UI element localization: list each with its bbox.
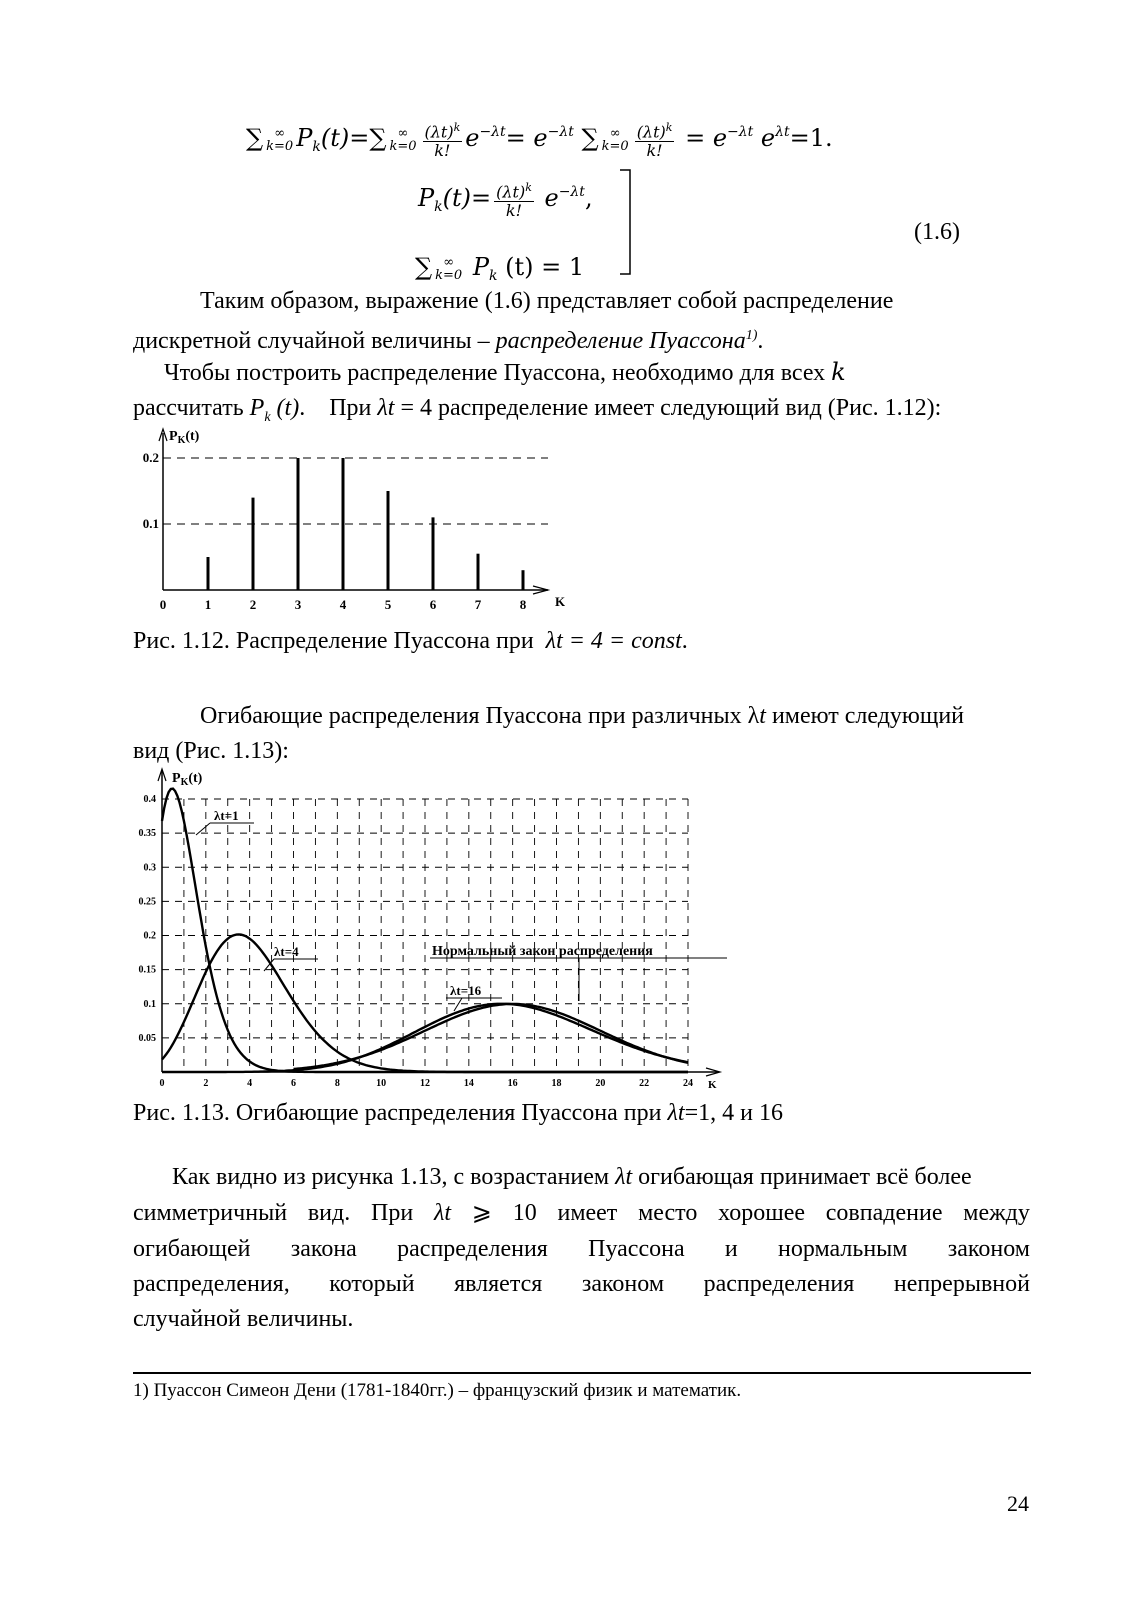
y-tick-label: 0.25: [138, 896, 156, 908]
paragraph-4-line-1: Как видно из рисунка 1.13, с возрастанием λt огибающая принимает всё более: [172, 1164, 972, 1190]
y-tick-label: 0.2: [143, 930, 156, 942]
word: имеет: [557, 1200, 618, 1226]
label-leader: [454, 998, 462, 1011]
paragraph-1-line-2: дискретной случайной величины – распределение Пуассона$^{1)}$.: [133, 328, 764, 354]
word: совпадение: [825, 1200, 943, 1226]
x-tick-label: 1: [204, 597, 212, 612]
paragraph-4-line-5: случайной величины.: [133, 1306, 354, 1332]
paragraph-4-line-4: [133, 1267, 1030, 1301]
paragraph-2-line-2: рассчитать $P_k$ (t). При λt = 4 распределение имеет следующий вид (Рис. 1.12):: [133, 395, 942, 425]
word: распределения,: [133, 1271, 290, 1297]
paragraph-1-line-1: Таким образом, выражение (1.6) представляет собой распределение: [200, 288, 894, 314]
x-tick-label: 3: [294, 597, 302, 612]
formula-system-line-2: ∑ ∞ k=0 $P_k$ (t) = 1: [415, 253, 585, 284]
y-axis-label: $P_K(t)$: [172, 771, 203, 788]
figure-1-13-line-chart: [125, 765, 735, 1093]
x-tick-label: 24: [683, 1078, 693, 1089]
x-tick-label: 4: [247, 1078, 253, 1089]
x-tick-label: 20: [595, 1078, 606, 1089]
x-tick-label: 2: [203, 1078, 209, 1089]
word: законом: [947, 1236, 1030, 1262]
y-tick-label: 0.3: [143, 862, 156, 874]
x-axis-label: K: [708, 1079, 717, 1091]
series-label: λt=4: [274, 944, 299, 959]
x-tick-label: 8: [334, 1078, 340, 1089]
x-tick-label: 2: [249, 597, 257, 612]
x-tick-label: 18: [551, 1078, 562, 1089]
word: огибающей: [133, 1236, 251, 1262]
x-tick-label: 4: [339, 597, 347, 612]
x-tick-label: 16: [507, 1078, 518, 1089]
paragraph-4-line-2: [133, 1196, 1030, 1230]
x-tick-label: 8: [519, 597, 527, 612]
x-tick-label: 22: [639, 1078, 650, 1089]
word: симметричный: [133, 1200, 288, 1226]
word: 10: [512, 1200, 537, 1226]
figure-1-12-bar-chart: [125, 425, 585, 617]
x-tick-label: 7: [474, 597, 482, 612]
paragraph-2-line-1: Чтобы построить распределение Пуассона, необходимо для всех k: [164, 358, 846, 386]
y-tick-label: 0.2: [142, 450, 159, 465]
word: хорошее: [718, 1200, 805, 1226]
word: и: [724, 1236, 738, 1262]
footnote: 1) Пуассон Симеон Дени (1781-1840гг.) – французский физик и математик.: [133, 1380, 742, 1401]
word: λt: [433, 1200, 452, 1226]
footnote-separator: [133, 1372, 1031, 1374]
formula-sum-line: ∑ ∞ k=0 $P_k(t)=\sum$ ∞ k=0 $\frac{(\lambda t)^k}{k!}$ $e^{-\lambda t}= e^{-\lambda t}$ ∑ ∞ k=0 $\frac{(\lambda t)^k}{k!}$ = $e^{-\lambda t}$ $e^{\lambda t}=1$.: [246, 120, 833, 161]
figure-1-13-caption: Рис. 1.13. Огибающие распределения Пуассона при λt=1, 4 и 16: [133, 1100, 783, 1126]
paragraph-3-line-2: вид (Рис. 1.13):: [133, 738, 289, 764]
word: Пуассона: [588, 1236, 685, 1262]
x-tick-label: 0: [159, 1078, 165, 1089]
figure-1-12-caption: Рис. 1.12. Распределение Пуассона при λt = 4 = const.: [133, 628, 688, 654]
word: является: [454, 1271, 543, 1297]
x-tick-label: 6: [291, 1078, 296, 1089]
equation-number: (1.6): [914, 219, 960, 245]
word: закона: [290, 1236, 357, 1262]
series-label: λt=1: [214, 808, 239, 823]
word: ⩾: [471, 1200, 492, 1226]
formula-system-line-1: $P_k(t)=$ $\frac{(\lambda t)^k}{k!}$ $e^{-\lambda t}$,: [418, 180, 593, 221]
word: между: [963, 1200, 1030, 1226]
y-axis-label: $P_K(t)$: [169, 429, 200, 446]
y-tick-label: 0.1: [142, 516, 159, 531]
x-axis-label: K: [555, 594, 566, 609]
y-tick-label: 0.1: [143, 998, 156, 1010]
word: При: [370, 1200, 414, 1226]
x-tick-label: 14: [463, 1078, 474, 1089]
x-tick-label: 12: [420, 1078, 430, 1089]
series-label: λt=16: [450, 983, 482, 998]
word: непрерывной: [893, 1271, 1030, 1297]
page-number: 24: [1007, 1491, 1029, 1516]
word: место: [638, 1200, 698, 1226]
word: который: [329, 1271, 415, 1297]
word: вид.: [307, 1200, 351, 1226]
system-brace: [618, 168, 638, 278]
x-tick-label: 10: [376, 1078, 387, 1089]
y-tick-label: 0.05: [138, 1032, 156, 1044]
y-tick-label: 0.4: [143, 794, 156, 805]
y-tick-label: 0.15: [138, 964, 156, 976]
x-tick-label: 0: [159, 597, 167, 612]
paragraph-3-line-1: Огибающие распределения Пуассона при различных λt имеют следующий: [200, 703, 965, 729]
x-tick-label: 6: [429, 597, 437, 612]
word: нормальным: [778, 1236, 908, 1262]
word: распределения: [703, 1271, 855, 1297]
x-tick-label: 5: [384, 597, 392, 612]
paragraph-4-line-3: [133, 1232, 1030, 1266]
annotation-label: Нормальный закон распределения: [432, 944, 653, 959]
y-tick-label: 0.35: [138, 828, 156, 840]
word: законом: [581, 1271, 665, 1297]
word: распределения: [397, 1236, 548, 1262]
